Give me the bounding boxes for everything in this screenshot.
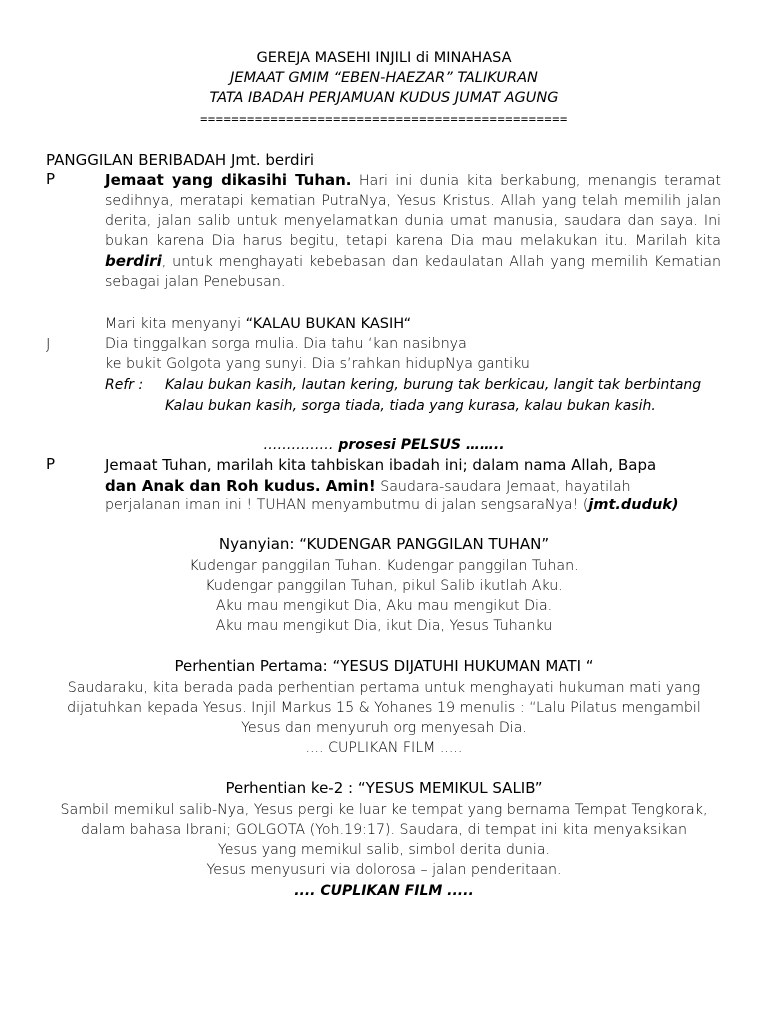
emphasis-berdiri: berdiri <box>105 252 162 270</box>
church-name: GEREJA MASEHI INJILI di MINAHASA <box>256 50 512 66</box>
procession-dots: …………… <box>263 437 334 453</box>
text-line: sedihnya, meratapi kematian PutraNya, Yesus Kristus. Allah yang telah memilih jalan <box>105 193 721 209</box>
song2-line: Aku mau mengikut Dia, ikut Dia, Yesus Tuhanku <box>215 618 553 634</box>
text-span: Mari kita menyanyi <box>105 316 246 332</box>
station1-title: Perhentian Pertama: “YESUS DIJATUHI HUKUMAN MATI “ <box>174 657 594 675</box>
song1-line2: ke bukit Golgota yang sunyi. Dia s’rahkan hidupNya gantiku <box>105 356 530 372</box>
procession-text: prosesi PELSUS …….. <box>333 437 505 453</box>
lead-bold: Jemaat yang dikasihi Tuhan. <box>105 171 352 189</box>
text-line <box>105 170 721 191</box>
liturgy-title: TATA IBADAH PERJAMUAN KUDUS JUMAT AGUNG <box>209 90 559 106</box>
station2-line: Yesus yang memikul salib, simbol derita dunia. <box>217 842 551 858</box>
station1-line: Yesus dan menyuruh org menyesah Dia. <box>241 720 527 736</box>
song2-line: Aku mau mengikut Dia, Aku mau mengikut Dia. <box>215 598 553 614</box>
text-line <box>105 251 721 272</box>
song2-line: Kudengar panggilan Tuhan. Kudengar panggilan Tuhan. <box>189 558 579 574</box>
speaker-j: J <box>46 335 51 353</box>
station2-title: Perhentian ke-2 : “YESUS MEMIKUL SALIB” <box>225 779 543 797</box>
text-span: Saudara-saudara Jemaat, hayatilah <box>375 479 631 495</box>
text-span: Hari ini dunia kita berkabung, menangis teramat <box>351 173 721 189</box>
votum-amen: dan Anak dan Roh kudus. Amin! <box>105 477 376 495</box>
votum-line2 <box>105 476 631 497</box>
song1-intro <box>105 314 411 334</box>
station2-line: Yesus menyusuri via dolorosa – jalan penderitaan. <box>206 862 562 878</box>
call-to-worship-text <box>105 170 721 292</box>
station2-film: .... CUPLIKAN FILM ..... <box>294 883 474 899</box>
procession-note <box>0 435 768 455</box>
station2-line: Sambil memikul salib-Nya, Yesus pergi ke luar ke tempat yang bernama Tempat Tengkorak, <box>60 802 708 818</box>
station1-film: .... CUPLIKAN FILM ..... <box>305 740 463 756</box>
station1-line: dijatuhkan kepada Yesus. Injil Markus 15 & Yohanes 19 menulis : “Lalu Pilatus mengambil <box>67 700 701 716</box>
section-call-to-worship-title: PANGGILAN BERIBADAH Jmt. berdiri <box>46 151 315 169</box>
text-span: perjalanan iman ini ! TUHAN menyambutmu di jalan sengsaraNya! ( <box>105 497 589 513</box>
text-line: bukan karena Dia harus begitu, tetapi karena Dia mau melakukan itu. Marilah kita <box>105 233 721 249</box>
station2-line: dalam bahasa Ibrani; GOLGOTA (Yoh.19:17). Saudara, di tempat ini kita menyaksikan <box>81 822 687 838</box>
text-line: derita, jalan salib untuk menyelamatkan dunia umat manusia, saudara dan saya. Ini <box>105 213 721 229</box>
text-line: sebagai jalan Penebusan. <box>105 274 286 290</box>
votum-instruction: jmt.duduk) <box>588 497 679 513</box>
speaker-p: P <box>46 170 56 188</box>
votum-line3 <box>105 495 679 515</box>
congregation-name: JEMAAT GMIM “EBEN-HAEZAR” TALIKURAN <box>230 70 538 86</box>
song2-title: Nyanyian: “KUDENGAR PANGGILAN TUHAN” <box>218 535 550 553</box>
station1-line: Saudaraku, kita berada pada perhentian pertama untuk menghayati hukuman mati yang <box>67 680 701 696</box>
song1-line1: Dia tinggalkan sorga mulia. Dia tahu ‘kan nasibnya <box>105 336 467 352</box>
text-span: , untuk menghayati kebebasan dan kedaulatan Allah yang memilih Kematian <box>161 254 721 270</box>
song2-line: Kudengar panggilan Tuhan, pikul Salib ikutlah Aku. <box>205 578 563 594</box>
refrain-label: Refr : <box>105 377 144 393</box>
header-divider: =============================================== <box>200 112 568 126</box>
votum-line1: Jemaat Tuhan, marilah kita tahbiskan ibadah ini; dalam nama Allah, Bapa <box>105 456 657 474</box>
refrain-line1: Kalau bukan kasih, lautan kering, burung tak berkicau, langit tak berbintang <box>165 377 702 393</box>
refrain-line2: Kalau bukan kasih, sorga tiada, tiada yang kurasa, kalau bukan kasih. <box>165 398 656 414</box>
song1-title: “KALAU BUKAN KASIH“ <box>245 316 412 332</box>
speaker-p-votum: P <box>46 455 56 473</box>
